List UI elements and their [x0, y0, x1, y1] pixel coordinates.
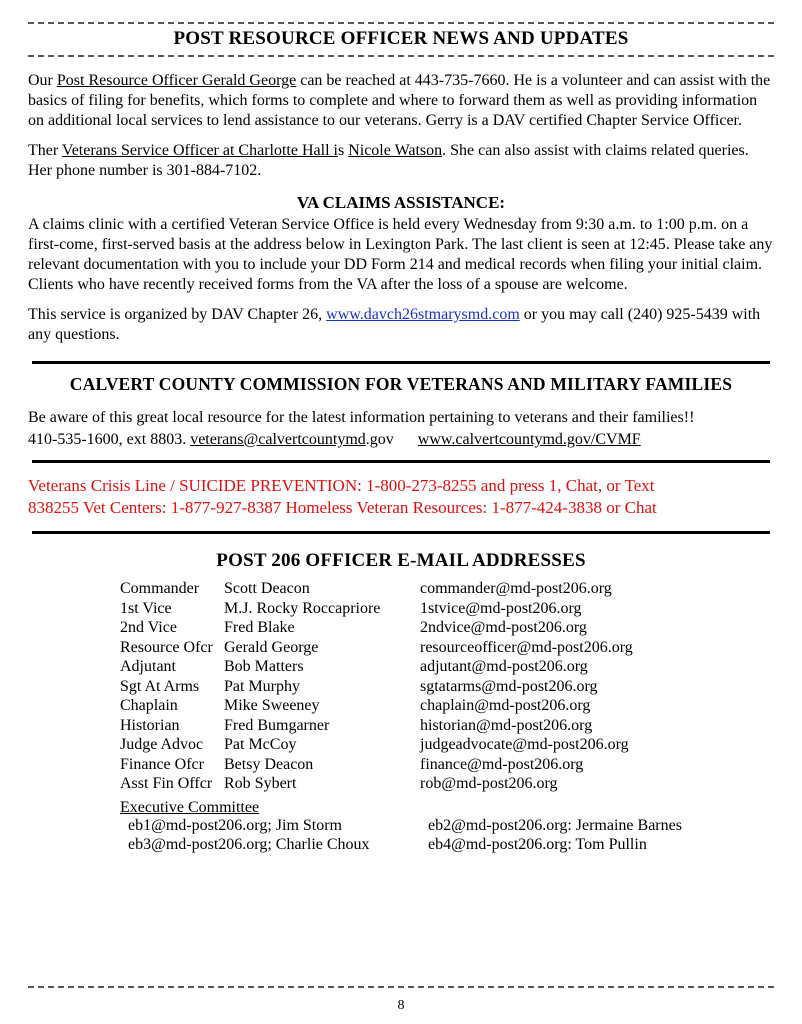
officer-name: M.J. Rocky Roccapriore: [224, 599, 381, 617]
officer-role: Judge Advoc: [120, 736, 204, 754]
officer-name: Pat McCoy: [224, 736, 297, 754]
officer-role: 2nd Vice: [120, 619, 177, 637]
table-row: [128, 817, 682, 837]
officer-email[interactable]: rob@md-post206.org: [420, 775, 558, 793]
top-dashed-divider: [28, 22, 774, 24]
resource-officer-paragraph: [28, 71, 774, 131]
table-row: [120, 775, 633, 795]
vso-post: . She can also assist with claims related queries. Her phone number is 301-884-7102.: [28, 142, 749, 179]
calvert-phone: 410-535-1600, ext 8803.: [28, 431, 191, 448]
table-row: [120, 717, 633, 737]
dav-service-pre: This service is organized by DAV Chapter 26,: [28, 306, 327, 323]
resource-officer-post: can be reached at 443-735-7660. He is a volunteer and can assist with the basics of filing for benefits, which forms to complete and where to forward them as well as providing information on additional local services to lend assistance to our veterans. Gerry is a DAV certified Chapter Service Officer.: [28, 72, 771, 129]
officers-table: [120, 580, 633, 795]
calvert-bottom-rule-wrap: [28, 460, 774, 463]
officer-email[interactable]: commander@md-post206.org: [420, 580, 612, 598]
officer-name: Rob Sybert: [224, 775, 297, 793]
officer-role: Asst Fin Offcr: [120, 775, 213, 793]
officer-role: Resource Ofcr: [120, 638, 213, 656]
officer-email[interactable]: historian@md-post206.org: [420, 716, 593, 734]
page-title: POST RESOURCE OFFICER NEWS AND UPDATES: [173, 28, 629, 49]
calvert-email-suffix: .gov: [365, 431, 394, 448]
exec-email-left[interactable]: eb3@md-post206.org; Charlie Choux: [128, 836, 370, 854]
table-row: [120, 619, 633, 639]
officer-name: Pat Murphy: [224, 677, 300, 695]
top-spacer: [28, 0, 774, 22]
table-row: [120, 658, 633, 678]
officer-role: Finance Ofcr: [120, 755, 204, 773]
footer-dashed-divider: [28, 986, 774, 988]
resource-officer-name: Post Resource Officer Gerald George: [56, 72, 297, 89]
officers-section-title: POST 206 OFFICER E-MAIL ADDRESSES: [216, 550, 586, 572]
dav-service-paragraph: [28, 305, 774, 345]
officer-role: Commander: [120, 580, 200, 598]
calvert-line2: [28, 430, 774, 450]
calvert-email-link[interactable]: veterans@calvertcountymd: [190, 431, 366, 448]
calvert-top-rule: [32, 361, 770, 364]
table-row: [128, 836, 682, 856]
officer-name: Gerald George: [224, 638, 319, 656]
table-row: [120, 736, 633, 756]
calvert-line1: Be aware of this great local resource for the latest information pertaining to veterans and their families!!: [28, 409, 695, 426]
officer-email[interactable]: sgtatarms@md-post206.org: [420, 677, 598, 695]
dav-service-post: or you may call (240) 925-5439 with any questions.: [28, 306, 761, 343]
officer-email[interactable]: 1stvice@md-post206.org: [420, 599, 582, 617]
crisis-block: [28, 475, 774, 519]
table-row: [120, 639, 633, 659]
officer-email[interactable]: judgeadvocate@md-post206.org: [420, 736, 629, 754]
va-claims-heading: VA CLAIMS ASSISTANCE:: [296, 193, 506, 212]
page-number: 8: [397, 998, 405, 1013]
exec-email-left[interactable]: eb1@md-post206.org; Jim Storm: [128, 816, 342, 834]
officer-role: 1st Vice: [120, 599, 172, 617]
officer-role: Adjutant: [120, 658, 176, 676]
vso-pre: Ther: [28, 142, 62, 159]
crisis-bottom-rule: [32, 531, 770, 534]
table-row: [120, 580, 633, 600]
officer-name: Mike Sweeney: [224, 697, 320, 715]
calvert-section-title: CALVERT COUNTY COMMISSION FOR VETERANS AND MILITARY FAMILIES: [69, 374, 733, 394]
officer-email[interactable]: chaplain@md-post206.org: [420, 697, 591, 715]
executive-committee-table: [128, 817, 682, 856]
officer-name: Scott Deacon: [224, 580, 310, 598]
officer-email[interactable]: adjutant@md-post206.org: [420, 658, 588, 676]
officer-role: Sgt At Arms: [120, 677, 200, 695]
vso-name: Nicole Watson: [348, 142, 443, 159]
officer-name: Bob Matters: [224, 658, 304, 676]
exec-email-right[interactable]: eb4@md-post206.org: Tom Pullin: [428, 836, 647, 854]
vso-title: Veterans Service Officer at Charlotte Hall i: [61, 142, 338, 159]
exec-email-right[interactable]: eb2@md-post206.org: Jermaine Barnes: [428, 816, 682, 834]
crisis-line-2: 838255 Vet Centers: 1-877-927-8387 Homeless Veteran Resources: 1-877-424-3838 or Chat: [28, 498, 657, 518]
calvert-top-rule-wrap: [28, 361, 774, 364]
vso-paragraph: [28, 141, 774, 181]
table-row: [120, 600, 633, 620]
va-claims-paragraph: A claims clinic with a certified Veteran Service Office is held every Wednesday from 9:30 a.m. to 1:00 p.m. on a first-come, first-served basis at the address below in Lexington Park. The last client is seen at 12:45. Please take any relevant documentation with you to include your DD Form 214 and medical records when filing your initial claim. Clients who have recently received forms from the VA after the loss of a spouse are welcome.: [28, 216, 773, 293]
officer-email[interactable]: finance@md-post206.org: [420, 755, 584, 773]
table-row: [120, 697, 633, 717]
officer-email[interactable]: 2ndvice@md-post206.org: [420, 619, 587, 637]
officer-role: Chaplain: [120, 697, 178, 715]
officer-name: Betsy Deacon: [224, 755, 314, 773]
calvert-web-link[interactable]: www.calvertcountymd.gov/CVMF: [417, 431, 641, 448]
officer-email[interactable]: resourceofficer@md-post206.org: [420, 638, 633, 656]
dav-chapter-link[interactable]: www.davch26stmarysmd.com: [326, 306, 520, 323]
officer-role: Historian: [120, 716, 180, 734]
crisis-line-1: Veterans Crisis Line / SUICIDE PREVENTION: 1-800-273-8255 and press 1, Chat, or Text: [28, 476, 655, 495]
resource-officer-pre: Our: [28, 72, 57, 89]
crisis-bottom-rule-wrap: [28, 531, 774, 534]
calvert-bottom-rule: [32, 460, 770, 463]
executive-committee-label: Executive Committee: [120, 798, 260, 816]
officer-name: Fred Bumgarner: [224, 716, 330, 734]
officer-name: Fred Blake: [224, 619, 295, 637]
table-row: [120, 756, 633, 776]
vso-mid: s: [337, 142, 349, 159]
table-row: [120, 678, 633, 698]
